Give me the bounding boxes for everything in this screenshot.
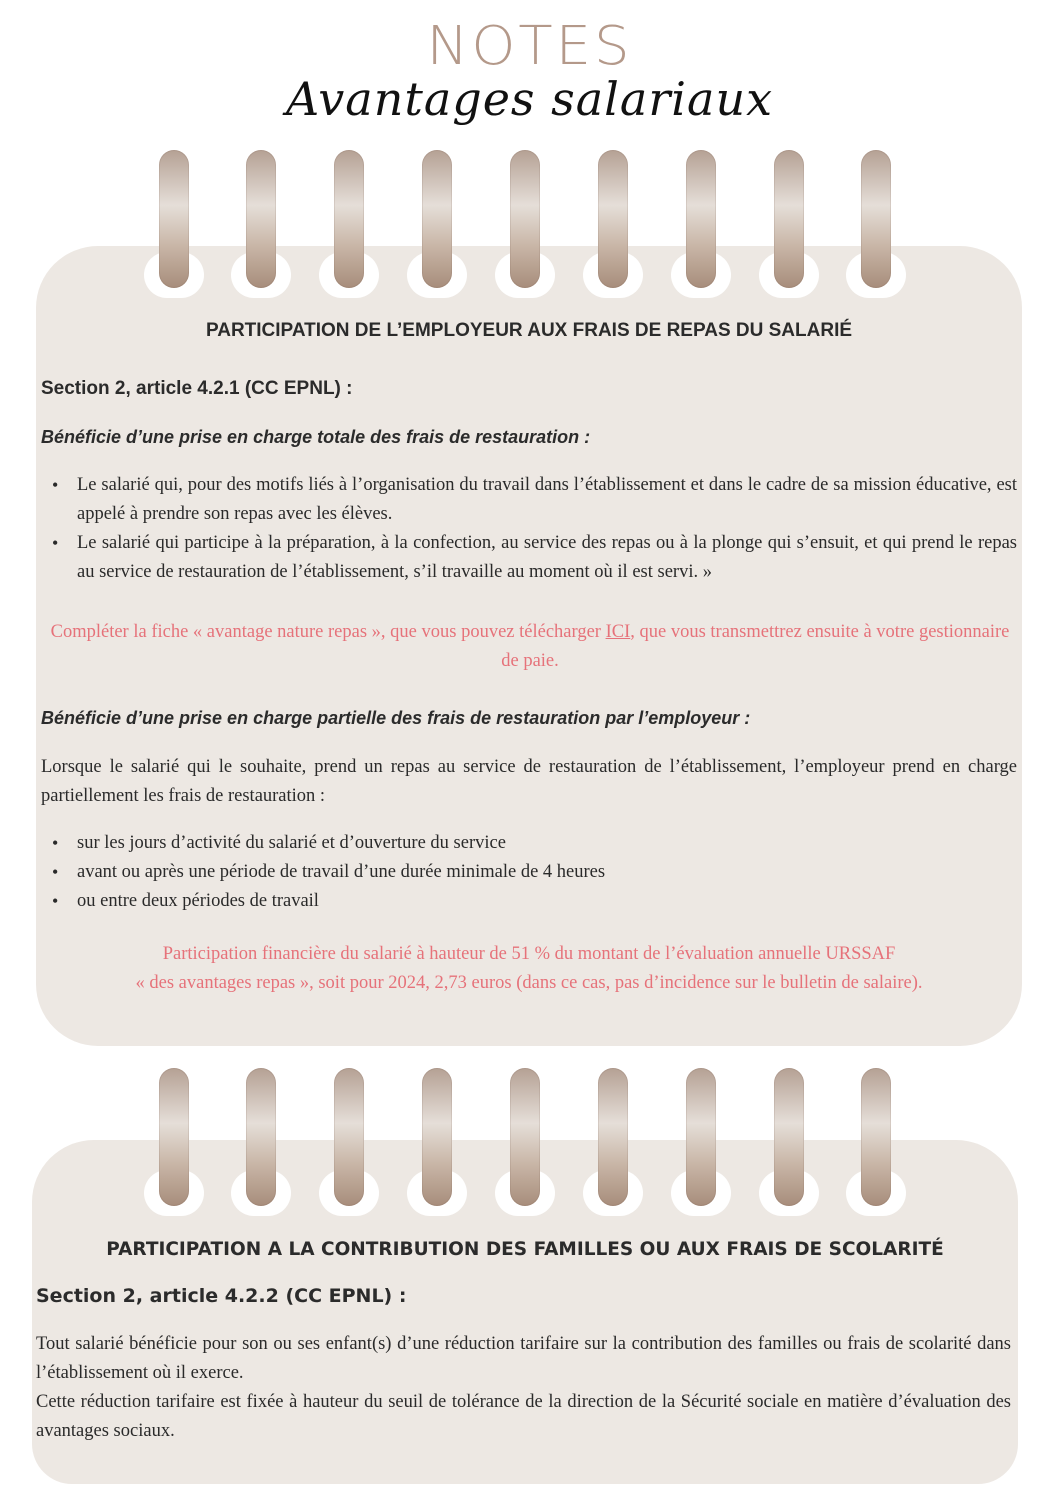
note-line-1: Participation financière du salarié à hauteur de 51 % du montant de l’évaluation annuelle URSSAF <box>162 944 896 964</box>
partial-coverage-heading: Bénéficie d’une prise en charge partielle des frais de restauration par l’employeur : <box>41 708 751 728</box>
page-subtitle: Avantages salariaux <box>285 72 774 126</box>
section-title-schooling: PARTICIPATION A LA CONTRIBUTION DES FAMILLES OU AUX FRAIS DE SCOLARITÉ <box>106 1239 944 1260</box>
binding-ring <box>774 150 804 288</box>
binding-ring <box>246 1068 276 1206</box>
section-title-meal: PARTICIPATION DE L’EMPLOYEUR AUX FRAIS DE REPAS DU SALARIÉ <box>205 320 853 341</box>
binding-ring <box>159 150 189 288</box>
note-text-before: Compléter la fiche « avantage nature repas », que vous pouvez télécharger <box>50 622 606 642</box>
list-item: • Le salarié qui, pour des motifs liés à l’organisation du travail dans l’établissement et dans le cadre de sa mission éducative, est appelé à prendre son repas avec les élèves. <box>40 471 1017 529</box>
schooling-paragraph-2: Cette réduction tarifaire est fixée à hauteur du seuil de tolérance de la direction de la Sécurité sociale en matière d’évaluation des avantages sociaux. <box>36 1392 1011 1441</box>
binding-ring <box>686 1068 716 1206</box>
binding-ring <box>159 1068 189 1206</box>
partial-coverage-intro: Lorsque le salarié qui le souhaite, prend un repas au service de restauration de l’établissement, l’employeur prend en charge partiellement les frais de restauration : <box>41 757 1017 806</box>
list-item: • avant ou après une période de travail d’une durée minimale de 4 heures <box>40 858 1017 887</box>
binding-ring <box>422 150 452 288</box>
binding-ring <box>774 1068 804 1206</box>
article-reference-schooling: Section 2, article 4.2.2 (CC EPNL) : <box>36 1285 407 1307</box>
binding-ring <box>510 150 540 288</box>
binding-ring <box>861 150 891 288</box>
total-coverage-heading: Bénéficie d’une prise en charge totale des frais de restauration : <box>41 427 591 447</box>
binding-ring <box>686 150 716 288</box>
schooling-paragraph-1: Tout salarié bénéficie pour son ou ses enfant(s) d’une réduction tarifaire sur la contribution des familles ou frais de scolarité dans l’établissement où il exerce. <box>36 1334 1011 1383</box>
list-item: • Le salarié qui participe à la préparation, à la confection, au service des repas ou à la plonge qui s’ensuit, et qui prend le repas au service de restauration de l’établissement, s’il travaille au moment où il est servi. » <box>40 529 1017 587</box>
note-financial-participation <box>40 940 1018 998</box>
binding-ring <box>510 1068 540 1206</box>
note-text-after: , que vous transmettrez ensuite à votre gestionnaire de paie. <box>501 622 1010 671</box>
download-link[interactable]: ICI <box>605 622 631 642</box>
binding-ring <box>246 150 276 288</box>
binding-ring <box>422 1068 452 1206</box>
page-title: NOTES <box>426 15 633 78</box>
note-download-form <box>50 618 1010 676</box>
binding-ring <box>334 150 364 288</box>
partial-coverage-list <box>40 829 1017 916</box>
note-line-2: « des avantages repas », soit pour 2024, 2,73 euros (dans ce cas, pas d’incidence sur le bulletin de salaire). <box>135 973 923 993</box>
binding-ring <box>861 1068 891 1206</box>
binding-ring <box>598 1068 628 1206</box>
list-item: • ou entre deux périodes de travail <box>40 887 1017 916</box>
binding-ring <box>598 150 628 288</box>
total-coverage-list <box>40 471 1017 587</box>
article-reference-meal: Section 2, article 4.2.1 (CC EPNL) : <box>41 378 353 399</box>
binding-ring <box>334 1068 364 1206</box>
list-item: • sur les jours d’activité du salarié et d’ouverture du service <box>40 829 1017 858</box>
